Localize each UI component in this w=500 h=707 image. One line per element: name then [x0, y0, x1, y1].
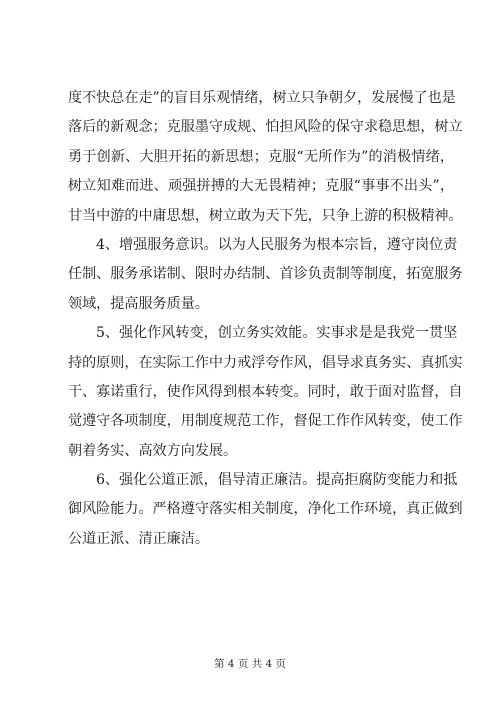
paragraph-5-first-line: 5、强化作风转变，创立务实效能。实事求是是我党一贯坚: [96, 325, 458, 342]
page-number-footer: 第 4 页 共 4 页: [213, 658, 287, 670]
text-line: 任制、服务承诺制、限时办结制、首诊负责制等制度，拓宽服务: [68, 266, 463, 283]
text-line: 朝着务实、高效方向发展。: [68, 442, 238, 459]
text-line: 落后的新观念；克服墨守成规、怕担风险的保守求稳思想，树立: [68, 119, 463, 136]
text-line: 树立知难而进、顽强拼搏的大无畏精神；克服“事事不出头”，: [68, 178, 454, 195]
text-line: 甘当中游的中庸思想，树立敢为天下先，只争上游的积极精神。: [68, 207, 463, 224]
text-line: 持的原则，在实际工作中力戒浮夸作风，倡导求真务实、真抓实: [68, 354, 463, 371]
text-line: 勇于创新、大胆开拓的新思想；克服“无所作为”的消极情绪，: [68, 148, 454, 165]
document-body: [68, 88, 463, 558]
text-line: 干、寡诺重行，使作风得到根本转变。同时，敢于面对监督，自: [68, 383, 463, 400]
text-line: 御风险能力。严格遵守落实相关制度，净化工作环境，真正做到: [68, 501, 463, 518]
text-line: 领域，提高服务质量。: [68, 295, 209, 312]
paragraph-6-first-line: 6、强化公道正派，倡导清正廉洁。提高拒腐防变能力和抵: [96, 472, 458, 489]
paragraph-4-first-line: 4、增强服务意识。以为人民服务为根本宗旨，遵守岗位责: [96, 236, 458, 253]
text-line: 公道正派、清正廉洁。: [68, 530, 209, 547]
text-line: 觉遵守各项制度，用制度规范工作，督促工作作风转变，使工作: [68, 413, 463, 430]
text-line: 度不快总在走”的盲目乐观情绪，树立只争朝夕，发展慢了也是: [68, 90, 456, 106]
